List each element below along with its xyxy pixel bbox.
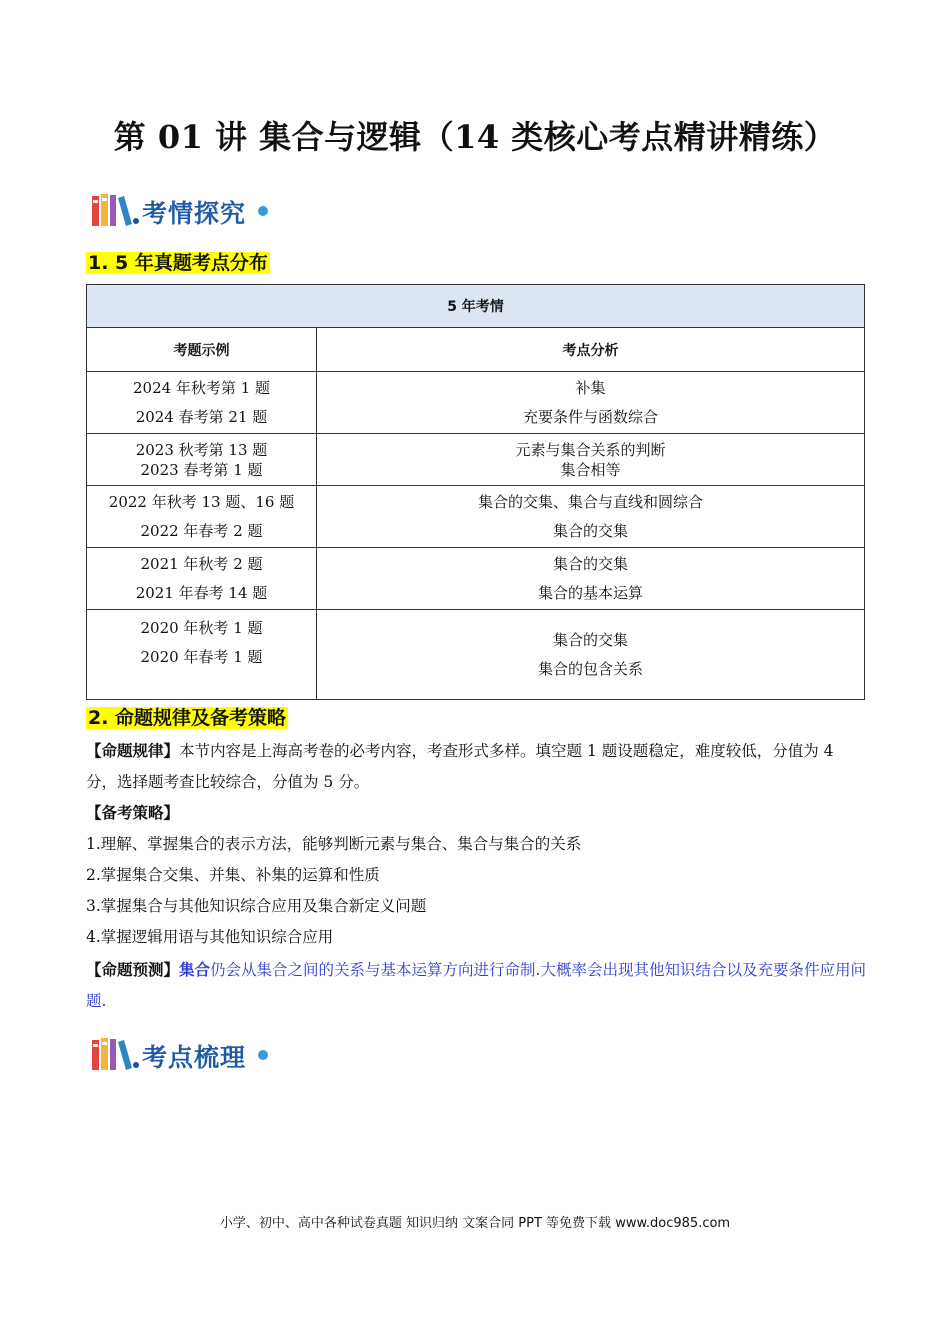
table-row [87,486,865,548]
section-label: 考情探究 [142,199,247,228]
rule-label: 【命题规律】 [86,742,180,760]
books-icon [90,192,134,228]
page-title: 第 01 讲 集合与逻辑（14 类核心考点精讲精练） [113,118,837,156]
analysis-line: 集合的交集 [552,554,628,573]
strategy-item: 3.掌握集合与其他知识综合应用及集合新定义问题 [86,897,427,915]
analysis-line: 补集 [575,378,606,397]
example-line: 2021 年春考 14 题 [135,583,268,602]
bullet-dot-icon [258,1050,268,1060]
footer-text: 小学、初中、高中各种试卷真题 知识归纳 文案合同 PPT 等免费下载 www.doc985.com [219,1216,731,1231]
rule-text: 本节内容是上海高考卷的必考内容，考查形式多样。填空题 1 题设题稳定，难度较低，分值为 4 分，选择题考查比较综合，分值为 5 分。 [86,742,834,791]
strategy-label: 【备考策略】 [86,804,180,822]
example-line: 2024 年秋考第 1 题 [132,378,271,397]
table-top-header: 5 年考情 [87,285,865,328]
analysis-line: 充要条件与函数综合 [522,407,658,426]
bullet-dot-icon [258,206,268,216]
rule-paragraph [86,736,866,798]
prediction-label: 【命题预测】 [86,961,180,979]
analysis-line: 集合相等 [560,460,621,479]
example-line: 2024 春考第 21 题 [135,407,268,426]
heading-distribution [86,248,270,275]
example-line: 2020 年春考 1 题 [140,648,263,666]
heading-text: 1. 5 年真题考点分布 [88,252,268,274]
col-header-examples: 考题示例 [87,328,317,372]
separator-dot [133,218,139,224]
heading-rules [86,703,288,730]
section-banner-kaoqing [90,190,290,232]
analysis-line: 集合的基本运算 [537,583,643,602]
books-icon [90,1036,134,1072]
example-line: 2022 年秋考 13 题、16 题 [108,492,295,511]
strategy-item: 2.掌握集合交集、并集、补集的运算和性质 [86,866,380,884]
heading-text: 2. 命题规律及备考策略 [88,707,287,729]
example-line: 2023 春考第 1 题 [140,460,263,479]
strategy-item: 4.掌握逻辑用语与其他知识综合应用 [86,928,334,946]
prediction-paragraph [86,955,866,1017]
section-label: 考点梳理 [142,1043,247,1072]
separator-dot [133,1062,139,1068]
prediction-text: 仍会从集合之间的关系与基本运算方向进行命制.大概率会出现其他知识结合以及充要条件应用问题. [86,961,866,1010]
strategy-item: 1.理解、掌握集合的表示方法，能够判断元素与集合、集合与集合的关系 [86,835,582,853]
table-row [87,548,865,610]
example-line: 2023 秋考第 13 题 [135,440,268,459]
exam-table [86,284,865,700]
example-line: 2020 年秋考 1 题 [140,619,263,637]
table-row [87,610,865,700]
analysis-line: 集合的交集 [552,630,628,649]
analysis-line: 元素与集合关系的判断 [515,440,666,459]
prediction-keyword: 集合 [179,961,211,979]
section-banner-kaodian [90,1034,290,1076]
table-row [87,434,865,486]
analysis-line: 集合的交集、集合与直线和圆综合 [477,492,703,511]
analysis-line: 集合的包含关系 [537,659,643,678]
col-header-analysis: 考点分析 [317,328,865,372]
example-line: 2022 年春考 2 题 [140,521,263,540]
example-line: 2021 年秋考 2 题 [140,554,263,573]
table-row [87,372,865,434]
analysis-line: 集合的交集 [552,521,628,540]
